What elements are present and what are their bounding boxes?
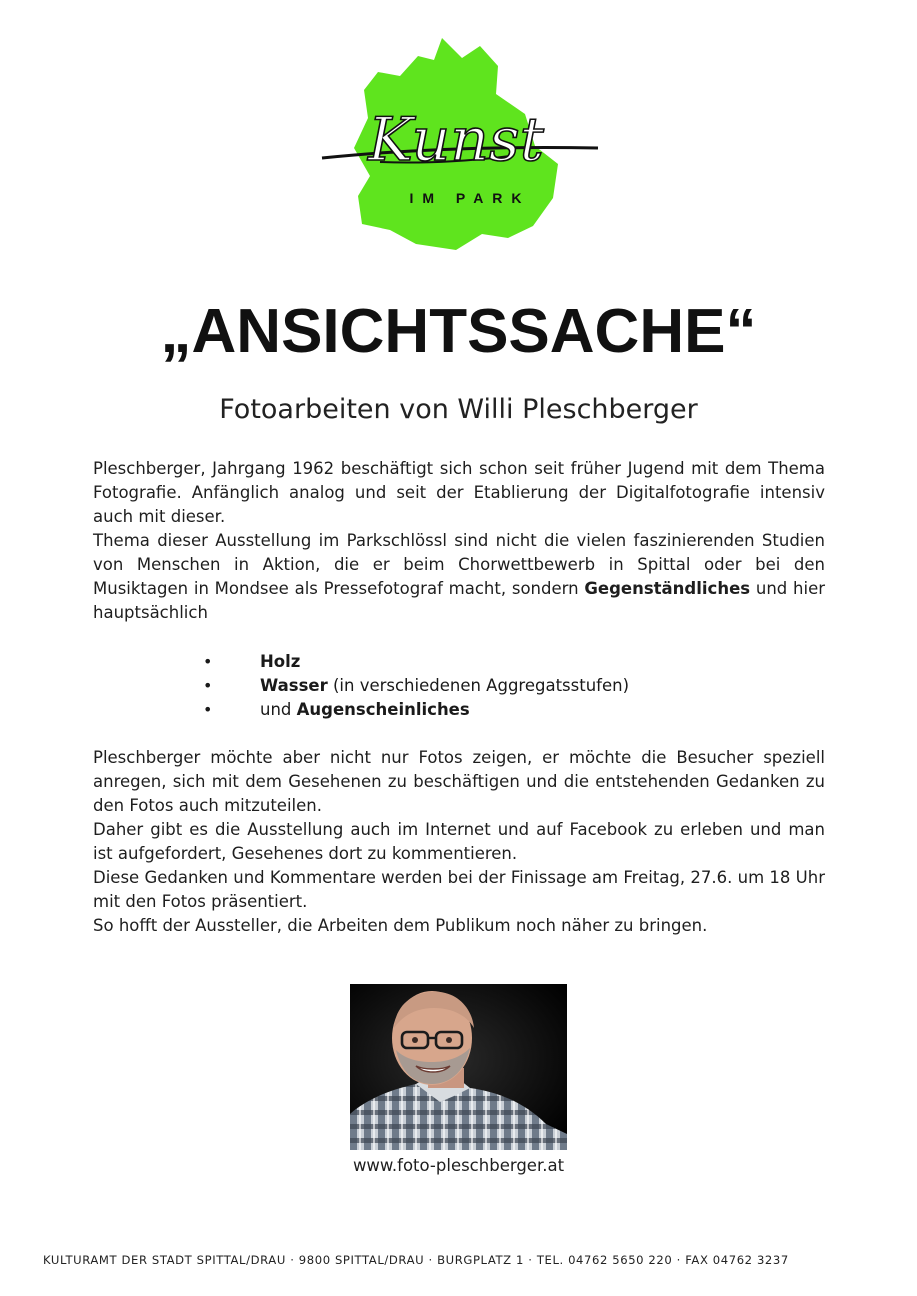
- logo-script-text: Kunst: [368, 105, 544, 175]
- bullet-icon: •: [203, 700, 213, 719]
- intro-paragraph-2: Thema dieser Ausstellung im Parkschlössl sind nicht die vielen faszinierenden Studien von Menschen in Aktion, die er beim Chorwettbewerb in Spittal oder bei den Musiktagen in Mondsee als Pressefotograf macht, sondern Gegenständliches und hier hauptsächlich: [93, 531, 826, 622]
- closing-paragraph: Pleschberger möchte aber nicht nur Fotos zeigen, er möchte die Besucher speziell anregen, sich mit dem Gesehenen zu beschäftigen und die entstehenden Gedanken zu den Fotos auch mitzuteilen.: [93, 748, 825, 815]
- list-item: • Holz: [0, 650, 917, 674]
- portrait-photo: [350, 984, 567, 1150]
- bullet-icon: •: [203, 652, 213, 671]
- kunst-im-park-logo: [320, 36, 600, 256]
- closing-text: [93, 746, 825, 938]
- website-url: www.foto-pleschberger.at: [352, 1156, 565, 1175]
- logo-subtext: IM PARK: [409, 190, 531, 206]
- intro-paragraph-1: Pleschberger, Jahrgang 1962 beschäftigt sich schon seit früher Jugend mit dem Thema Fotografie. Anfänglich analog und seit der Etablierung der Digitalfotografie intensiv auch mit dieser.: [93, 459, 825, 526]
- topic-list: [0, 650, 917, 722]
- intro-text: [93, 457, 825, 625]
- bullet-icon: •: [203, 676, 213, 695]
- list-item: • Wasser (in verschiedenen Aggregatsstufen): [0, 674, 917, 698]
- intro-bold-term: Gegenständliches: [584, 579, 751, 598]
- closing-paragraph: Daher gibt es die Ausstellung auch im Internet und auf Facebook zu erleben und man ist aufgefordert, Gesehenes dort zu kommentieren.: [93, 820, 825, 863]
- list-item: • und Augenscheinliches: [0, 698, 917, 722]
- footer-address: KULTURAMT DER STADT SPITTAL/DRAU · 9800 SPITTAL/DRAU · BURGPLATZ 1 · TEL. 04762 5650 220 · FAX 04762 3237: [43, 1253, 789, 1267]
- closing-paragraph: Diese Gedanken und Kommentare werden bei der Finissage am Freitag, 27.6. um 18 Uhr mit den Fotos präsentiert.: [93, 868, 825, 911]
- headline: „ANSICHTSSACHE“: [160, 297, 757, 366]
- subtitle: Fotoarbeiten von Willi Pleschberger: [219, 394, 698, 425]
- closing-paragraph: So hofft der Aussteller, die Arbeiten dem Publikum noch näher zu bringen.: [93, 916, 708, 935]
